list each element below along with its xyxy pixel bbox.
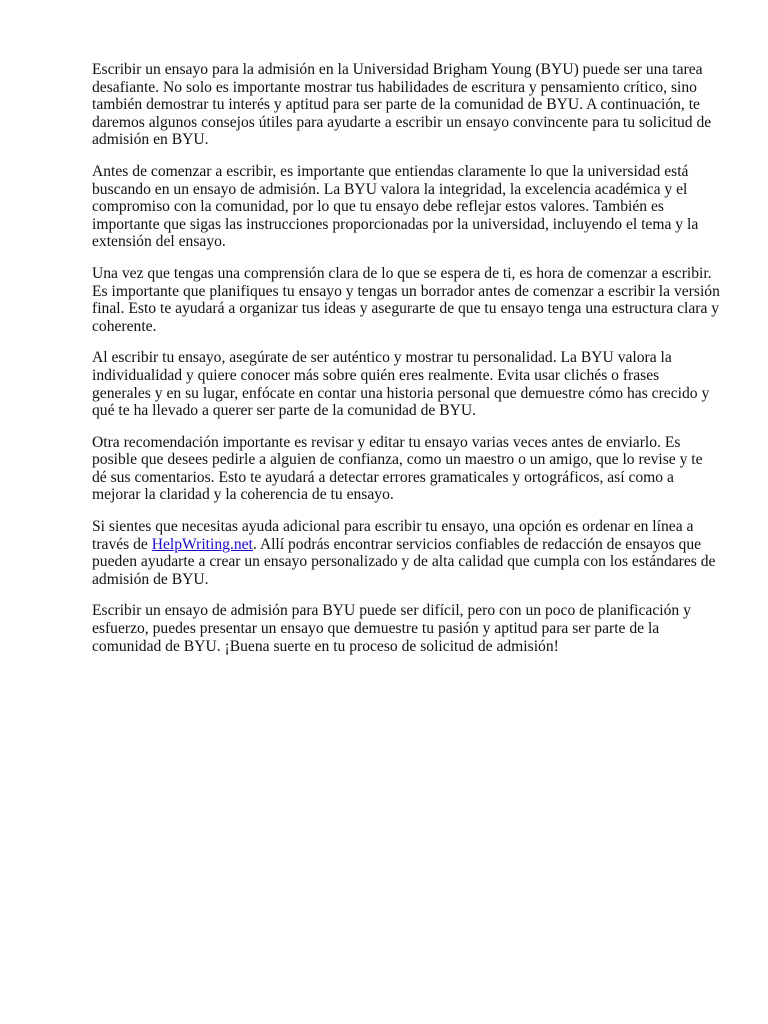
helpwriting-link[interactable]: HelpWriting.net: [151, 535, 253, 553]
document-body: [92, 61, 720, 669]
paragraph-revision: Otra recomendación importante es revisar y editar tu ensayo varias veces antes de enviarlo. Es posible que desees pedirle a alguien de confianza, como un maestro o un amigo, que lo revise y te dé sus comentarios. Esto te ayudará a detectar errores gramaticales y ortográficos, así como a mejorar la claridad y la coherencia de tu ensayo.: [92, 433, 703, 504]
paragraph-help-before-link: Si sientes que necesitas ayuda adicional para escribir tu ensayo, una opción es ordenar en línea a través de: [92, 518, 694, 553]
paragraph-help: [92, 518, 720, 588]
paragraph-help-after-link: . Allí podrás encontrar servicios confiables de redacción de ensayos que pueden ayudarte a crear un ensayo personalizado y de alta calidad que cumpla con los estándares de admisión de BYU.: [92, 535, 716, 588]
paragraph-planning: Una vez que tengas una comprensión clara de lo que se espera de ti, es hora de comenzar a escribir. Es importante que planifiques tu ensayo y tengas un borrador antes de comenzar a escribir la versión final. Esto te ayudará a organizar tus ideas y asegurarte de que tu ensayo tenga una estructura clara y coherente.: [92, 264, 720, 335]
paragraph-authenticity: Al escribir tu ensayo, asegúrate de ser auténtico y mostrar tu personalidad. La BYU valora la individualidad y quiere conocer más sobre quién eres realmente. Evita usar clichés o frases generales y en su lugar, enfócate en contar una historia personal que demuestre cómo has crecido y qué te ha llevado a querer ser parte de la comunidad de BYU.: [92, 349, 710, 420]
paragraph-closing: Escribir un ensayo de admisión para BYU puede ser difícil, pero con un poco de planificación y esfuerzo, puedes presentar un ensayo que demuestre tu pasión y aptitud para ser parte de la comunidad de BYU. ¡Buena suerte en tu proceso de solicitud de admisión!: [92, 602, 691, 655]
paragraph-understand-requirements: Antes de comenzar a escribir, es importante que entiendas claramente lo que la universidad está buscando en un ensayo de admisión. La BYU valora la integridad, la excelencia académica y el compromiso con la comunidad, por lo que tu ensayo debe reflejar estos valores. También es importante que sigas las instrucciones proporcionadas por la universidad, incluyendo el tema y la extensión del ensayo.: [92, 162, 699, 251]
paragraph-intro: Escribir un ensayo para la admisión en la Universidad Brigham Young (BYU) puede ser una tarea desafiante. No solo es importante mostrar tus habilidades de escritura y pensamiento crítico, sino también demostrar tu interés y aptitud para ser parte de la comunidad de BYU. A continuación, te daremos algunos consejos útiles para ayudarte a escribir un ensayo convincente para tu solicitud de admisión en BYU.: [92, 61, 712, 149]
